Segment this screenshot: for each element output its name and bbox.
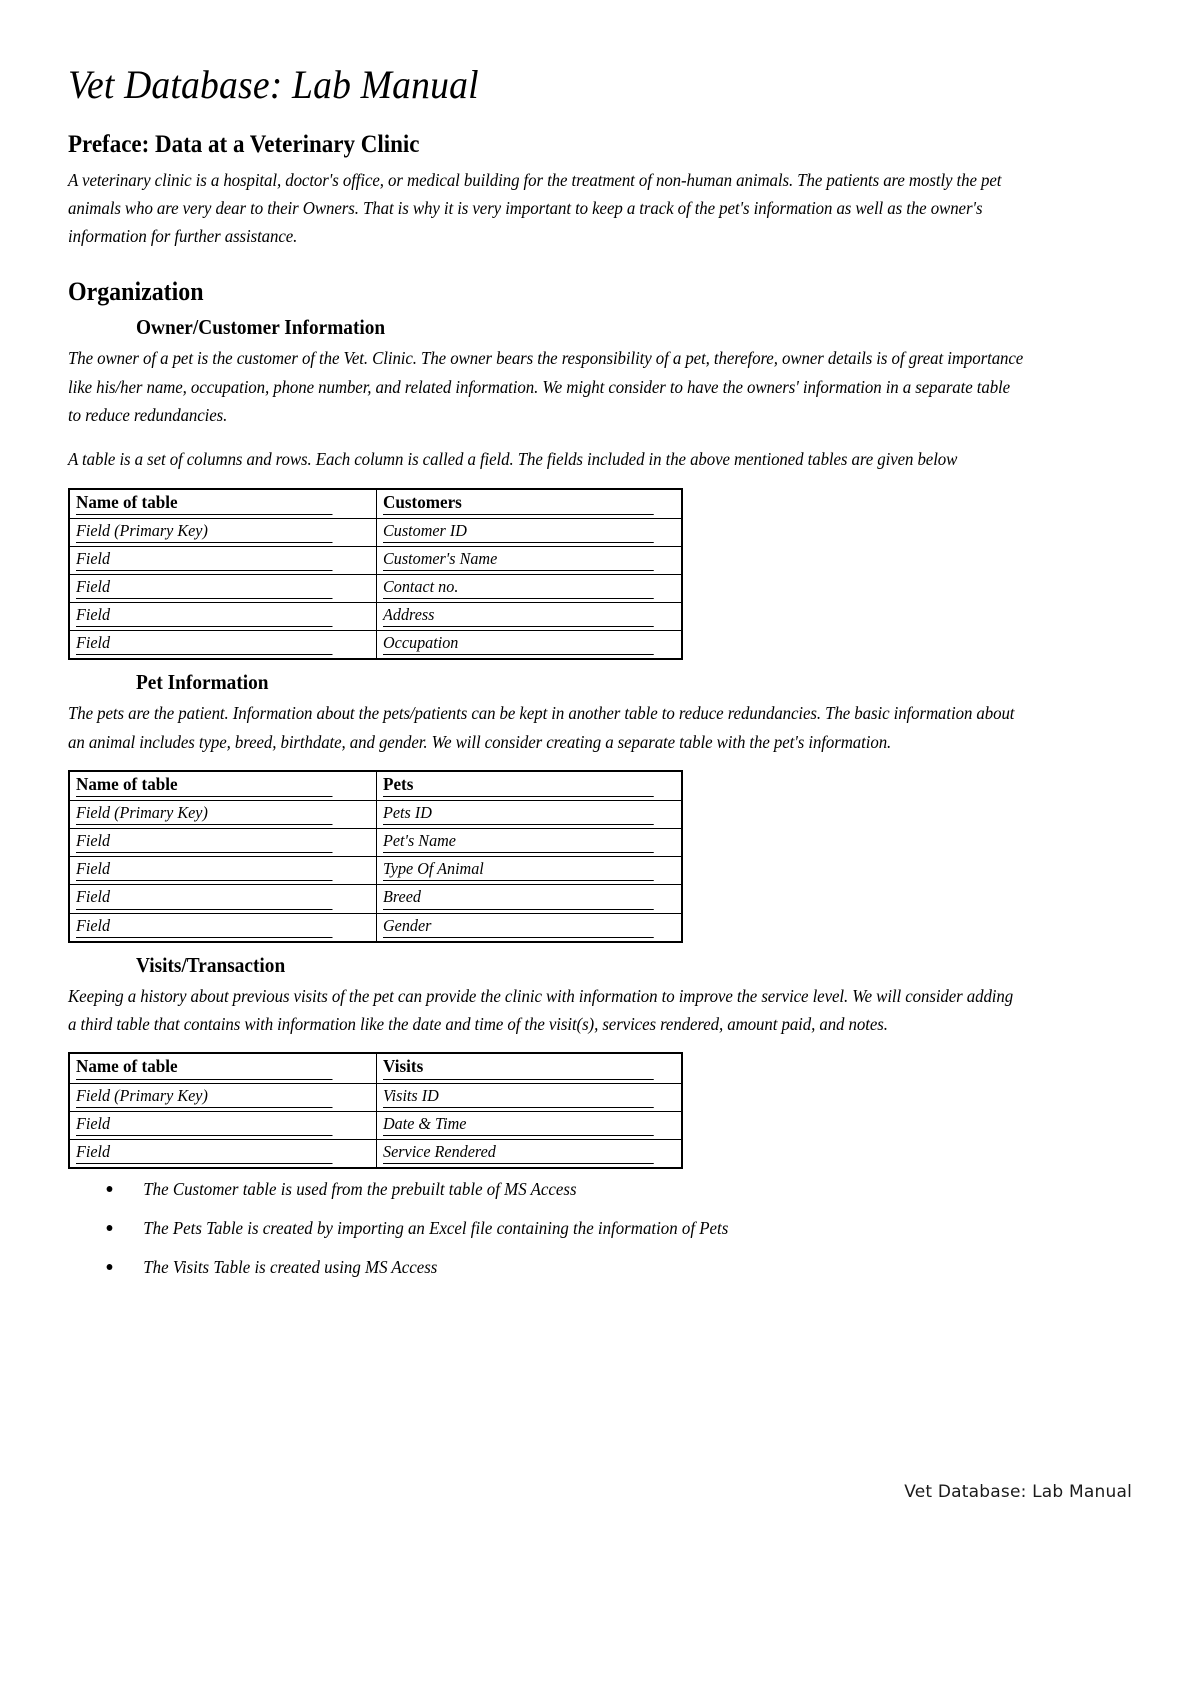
table-cell-value bbox=[377, 1083, 683, 1111]
list-item bbox=[68, 1179, 1023, 1200]
visits-field-table bbox=[68, 1052, 683, 1168]
preface-paragraph: A veterinary clinic is a hospital, doctor's office, or medical building for the treatment of non-human animals. The patients are mostly the pet animals who are very dear to their Owners. That is why it is very important to keep a track of the pet's information as well as the owner's information for further assistance. bbox=[68, 169, 1002, 247]
cell-text: Service Rendered bbox=[383, 1142, 654, 1164]
bullet-icon bbox=[107, 1225, 113, 1231]
table-row bbox=[69, 603, 682, 631]
table-cell-label bbox=[69, 829, 377, 857]
cell-text: Field bbox=[76, 577, 333, 599]
table-cell-value bbox=[377, 913, 683, 942]
table-cell-label bbox=[69, 547, 377, 575]
table-cell-value bbox=[377, 1053, 683, 1083]
table-cell-label bbox=[69, 857, 377, 885]
cell-text: Field (Primary Key) bbox=[76, 521, 333, 543]
table-cell-value bbox=[377, 547, 683, 575]
cell-text: Field bbox=[76, 633, 333, 655]
cell-text: Name of table bbox=[76, 774, 333, 797]
owner-customer-paragraph-2: A table is a set of columns and rows. Each column is called a field. The fields included in the above mentioned tables are given below bbox=[68, 449, 958, 470]
document-body bbox=[68, 62, 1058, 1296]
cell-text: Field bbox=[76, 916, 333, 938]
cell-text: Field bbox=[76, 859, 333, 881]
table-row bbox=[69, 575, 682, 603]
cell-text: Pet's Name bbox=[383, 831, 654, 853]
table-row bbox=[69, 1083, 682, 1111]
list-item-text: The Customer table is used from the prebuilt table of MS Access bbox=[143, 1178, 577, 1199]
cell-text: Address bbox=[383, 605, 654, 627]
pets-field-table bbox=[68, 770, 683, 942]
cell-text: Field bbox=[76, 887, 333, 909]
table-cell-label bbox=[69, 885, 377, 913]
cell-text: Gender bbox=[383, 916, 654, 938]
table-row bbox=[69, 1053, 682, 1083]
table-cell-label bbox=[69, 631, 377, 660]
table-row bbox=[69, 519, 682, 547]
table-row bbox=[69, 913, 682, 942]
cell-text: Date & Time bbox=[383, 1114, 654, 1136]
table-cell-value bbox=[377, 885, 683, 913]
table-row bbox=[69, 801, 682, 829]
table-cell-value bbox=[377, 489, 683, 519]
cell-text: Visits bbox=[383, 1056, 654, 1079]
section-heading-owner-customer: Owner/Customer Information bbox=[136, 315, 386, 340]
table-row bbox=[69, 1111, 682, 1139]
cell-text: Field bbox=[76, 831, 333, 853]
customers-field-table bbox=[68, 488, 683, 660]
table-row bbox=[69, 771, 682, 801]
table-cell-label bbox=[69, 603, 377, 631]
table-cell-label bbox=[69, 489, 377, 519]
table-cell-label bbox=[69, 575, 377, 603]
table-cell-value bbox=[377, 1139, 683, 1168]
bullet-icon bbox=[107, 1186, 113, 1192]
table-cell-label bbox=[69, 1083, 377, 1111]
cell-text: Visits ID bbox=[383, 1086, 654, 1108]
cell-text: Breed bbox=[383, 887, 654, 909]
table-cell-value bbox=[377, 801, 683, 829]
visits-transaction-paragraph-1: Keeping a history about previous visits of the pet can provide the clinic with information to improve the service level. We will consider adding a third table that contains with information like the date and time of the visit(s), services rendered, amount paid, and notes. bbox=[68, 985, 1014, 1035]
cell-text: Customer's Name bbox=[383, 549, 654, 571]
cell-text: Field bbox=[76, 1142, 333, 1164]
table-cell-label bbox=[69, 1111, 377, 1139]
list-item bbox=[68, 1218, 1023, 1239]
section-heading-visits-transaction: Visits/Transaction bbox=[136, 952, 286, 977]
cell-text: Customers bbox=[383, 492, 654, 515]
cell-text: Field (Primary Key) bbox=[76, 803, 333, 825]
table-cell-value bbox=[377, 829, 683, 857]
table-cell-value bbox=[377, 603, 683, 631]
pet-information-paragraph-1: The pets are the patient. Information about the pets/patients can be kept in another table to reduce redundancies. The basic information about an animal includes type, breed, birthdate, and gender. We will consider creating a separate table with the pet's information. bbox=[68, 703, 1015, 752]
table-cell-value bbox=[377, 857, 683, 885]
cell-text: Field bbox=[76, 549, 333, 571]
table-row bbox=[69, 547, 682, 575]
table-cell-label bbox=[69, 801, 377, 829]
table-row bbox=[69, 885, 682, 913]
cell-text: Contact no. bbox=[383, 577, 654, 599]
organization-heading: Organization bbox=[68, 276, 204, 306]
table-cell-label bbox=[69, 1053, 377, 1083]
page-footer: Vet Database: Lab Manual bbox=[904, 1482, 1132, 1502]
table-cell-label bbox=[69, 913, 377, 942]
cell-text: Field (Primary Key) bbox=[76, 1086, 333, 1108]
owner-customer-paragraph-1: The owner of a pet is the customer of the Vet. Clinic. The owner bears the responsibility of a pet, therefore, owner details is of great importance like his/her name, occupation, phone number, and related information. We might consider to have the owners' information in a separate table to reduce redundancies. bbox=[68, 348, 1024, 426]
table-cell-label bbox=[69, 771, 377, 801]
table-row bbox=[69, 489, 682, 519]
table-row bbox=[69, 829, 682, 857]
notes-list bbox=[68, 1179, 1058, 1278]
list-item-text: The Visits Table is created using MS Access bbox=[143, 1256, 438, 1277]
table-cell-value bbox=[377, 631, 683, 660]
cell-text: Field bbox=[76, 605, 333, 627]
table-cell-value bbox=[377, 519, 683, 547]
table-cell-value bbox=[377, 575, 683, 603]
cell-text: Type Of Animal bbox=[383, 859, 654, 881]
table-cell-label bbox=[69, 519, 377, 547]
bullet-icon bbox=[107, 1264, 113, 1270]
document-title: Vet Database: Lab Manual bbox=[68, 62, 479, 107]
table-cell-value bbox=[377, 771, 683, 801]
cell-text: Name of table bbox=[76, 1056, 333, 1079]
table-row bbox=[69, 857, 682, 885]
cell-text: Pets bbox=[383, 774, 654, 797]
list-item-text: The Pets Table is created by importing an Excel file containing the information of Pets bbox=[143, 1217, 729, 1238]
section-heading-pet-information: Pet Information bbox=[136, 670, 269, 695]
table-row bbox=[69, 1139, 682, 1168]
table-cell-label bbox=[69, 1139, 377, 1168]
preface-heading: Preface: Data at a Veterinary Clinic bbox=[68, 131, 420, 158]
cell-text: Pets ID bbox=[383, 803, 654, 825]
table-cell-value bbox=[377, 1111, 683, 1139]
cell-text: Occupation bbox=[383, 633, 654, 655]
list-item bbox=[68, 1257, 1023, 1278]
cell-text: Name of table bbox=[76, 492, 333, 515]
table-row bbox=[69, 631, 682, 660]
cell-text: Field bbox=[76, 1114, 333, 1136]
cell-text: Customer ID bbox=[383, 521, 654, 543]
